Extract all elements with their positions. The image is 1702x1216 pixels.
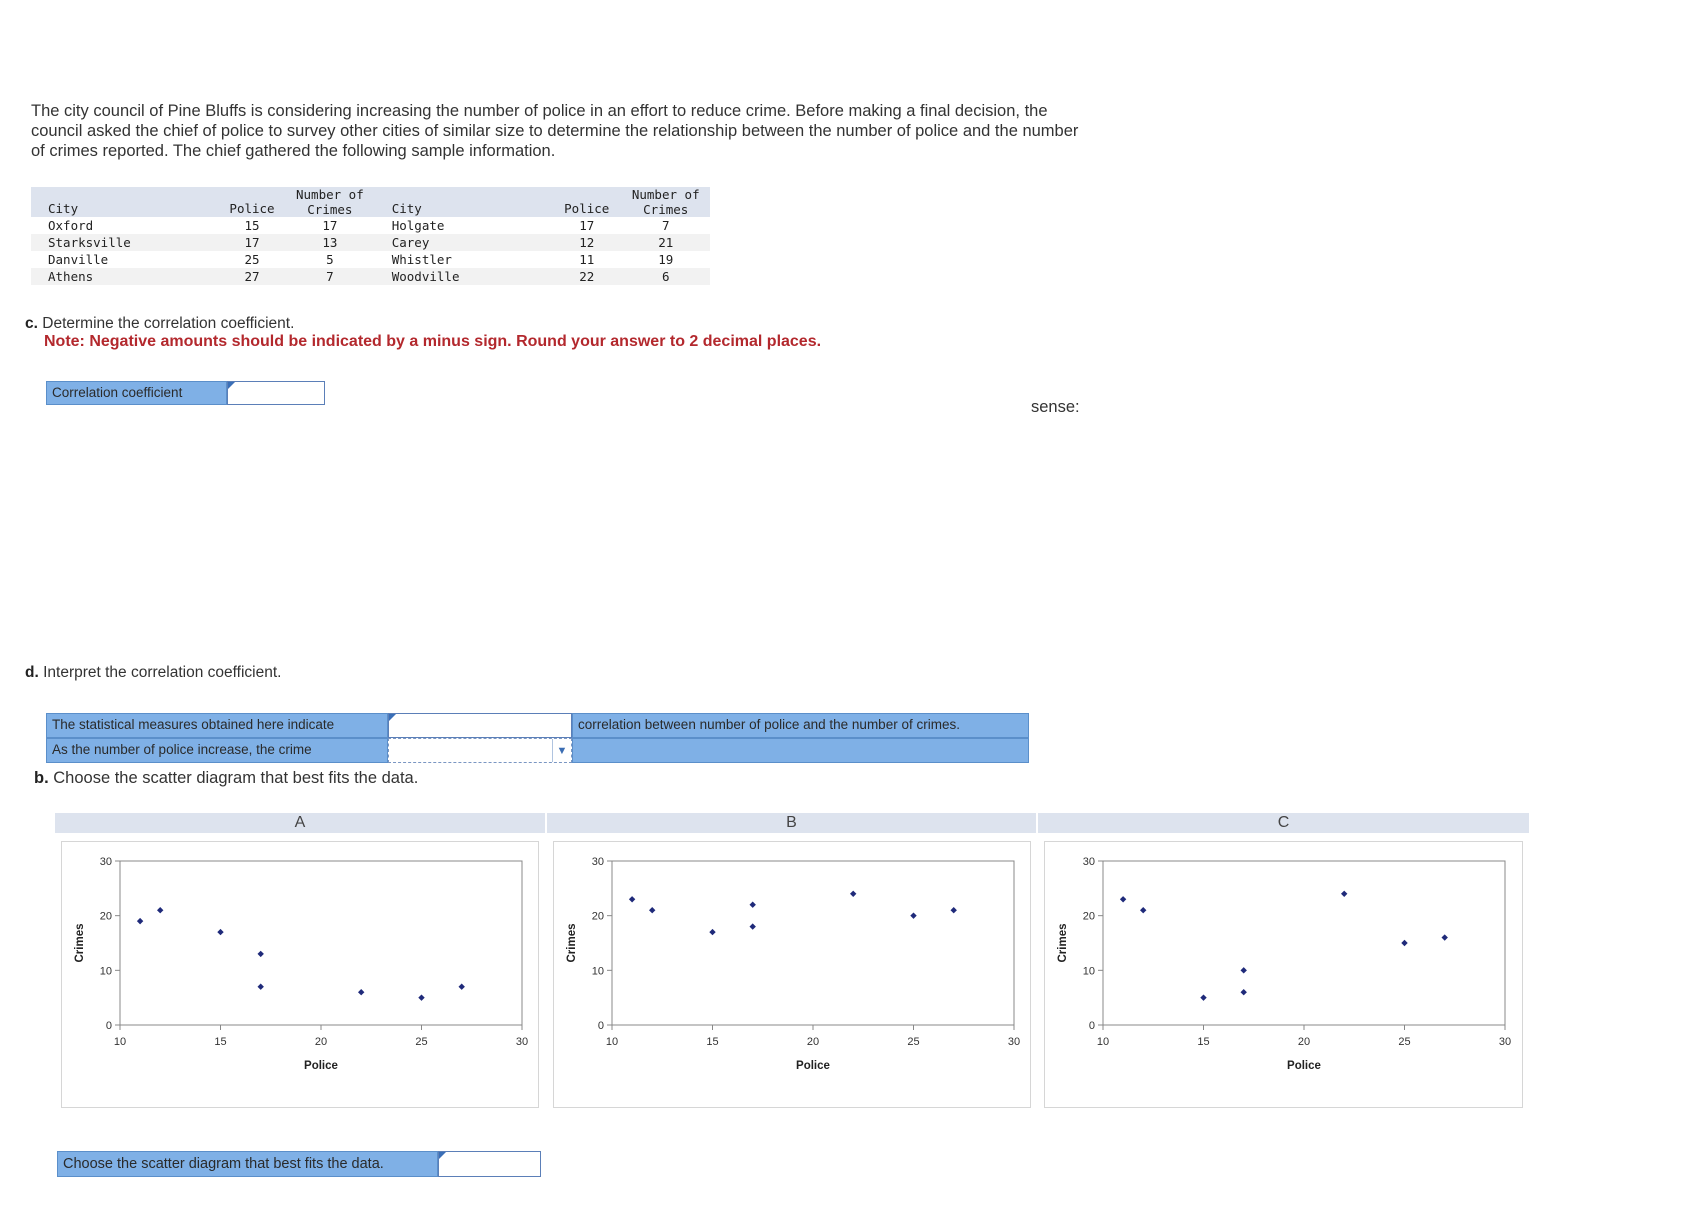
choose-diagram-input[interactable] xyxy=(438,1151,541,1177)
x-tick-label: 15 xyxy=(214,1036,227,1048)
plot-area xyxy=(1103,861,1505,1025)
part-d-question xyxy=(25,664,281,682)
plot-area xyxy=(612,861,1014,1025)
input-marker-icon xyxy=(228,382,235,389)
scatter-svg-b xyxy=(554,842,1032,1109)
cell-police: 27 xyxy=(208,268,296,285)
part-c-label: c. xyxy=(25,315,38,332)
cell-city: Starksville xyxy=(31,234,208,251)
y-tick-label: 10 xyxy=(99,965,112,978)
x-tick-label: 30 xyxy=(1498,1036,1512,1048)
x-axis-label: Police xyxy=(304,1060,338,1072)
correlation-label: Correlation coefficient xyxy=(46,381,227,405)
y-tick-label: 30 xyxy=(1082,856,1095,868)
cell-police: 12 xyxy=(552,234,622,251)
y-tick-label: 0 xyxy=(1088,1020,1095,1032)
cell-city: Whistler xyxy=(364,251,552,268)
cell-city: Oxford xyxy=(31,217,208,234)
cell-police: 22 xyxy=(552,268,622,285)
y-tick-label: 30 xyxy=(99,856,112,868)
cell-police: 25 xyxy=(208,251,296,268)
cell-city: Carey xyxy=(364,234,552,251)
interpret-row1-input[interactable] xyxy=(388,713,572,738)
header-city-2: City xyxy=(364,187,552,217)
x-axis-label: Police xyxy=(796,1060,830,1072)
header-crimes-2-line2: Crimes xyxy=(643,202,689,217)
part-d-label: d. xyxy=(25,664,39,681)
cell-city: Holgate xyxy=(364,217,552,234)
part-b-text: Choose the scatter diagram that best fits the data. xyxy=(53,769,419,787)
part-b-label: b. xyxy=(34,769,49,787)
input-marker-icon xyxy=(389,714,396,721)
problem-intro: The city council of Pine Bluffs is considering increasing the number of police in an effort to reduce crime. Before making a final decision, the council asked the chief of police to survey other cities of similar size to determine the relationship between the number of police and the number of crimes reported. The chief gathered the following sample information. xyxy=(31,102,1079,160)
y-axis-label: Crimes xyxy=(74,923,86,963)
x-tick-label: 20 xyxy=(1297,1036,1311,1048)
scatter-chart-a[interactable] xyxy=(61,841,539,1108)
panel-header-c: C xyxy=(1038,813,1529,833)
part-c-note: Note: Negative amounts should be indicated by a minus sign. Round your answer to 2 decimal places. xyxy=(44,333,822,350)
part-b-question xyxy=(34,769,418,788)
cell-police: 15 xyxy=(208,217,296,234)
scatter-svg-a xyxy=(62,842,540,1109)
x-tick-label: 15 xyxy=(706,1036,719,1048)
cell-crimes: 5 xyxy=(296,251,364,268)
x-tick-label: 20 xyxy=(314,1036,328,1048)
panel-header-a: A xyxy=(55,813,545,833)
x-tick-label: 10 xyxy=(113,1036,127,1048)
cell-crimes: 6 xyxy=(622,268,710,285)
x-axis-label: Police xyxy=(1287,1060,1321,1072)
y-tick-label: 20 xyxy=(1082,910,1095,923)
header-crimes-1-line1: Number of xyxy=(296,187,364,202)
x-tick-label: 25 xyxy=(907,1036,920,1048)
interpret-row2-dropdown[interactable] xyxy=(388,738,572,763)
x-tick-label: 15 xyxy=(1197,1036,1210,1048)
y-tick-label: 30 xyxy=(591,856,604,868)
table-row xyxy=(31,268,710,285)
x-tick-label: 10 xyxy=(1096,1036,1110,1048)
input-marker-icon xyxy=(439,1152,446,1159)
cell-police: 17 xyxy=(552,217,622,234)
y-axis-label: Crimes xyxy=(566,923,578,963)
interpret-row1-suffix: correlation between number of police and the number of crimes. xyxy=(572,713,1029,738)
interpret-row2-filler xyxy=(572,738,1029,763)
cell-crimes: 7 xyxy=(622,217,710,234)
choose-diagram-label: Choose the scatter diagram that best fits the data. xyxy=(57,1151,438,1177)
y-tick-label: 20 xyxy=(99,910,112,923)
header-police-2: Police xyxy=(552,187,622,217)
cell-city: Woodville xyxy=(364,268,552,285)
correlation-input[interactable] xyxy=(227,381,325,405)
y-tick-label: 10 xyxy=(1082,965,1095,978)
x-tick-label: 10 xyxy=(605,1036,619,1048)
cell-city: Athens xyxy=(31,268,208,285)
part-c-text: Determine the correlation coefficient. xyxy=(42,315,295,332)
cell-police: 17 xyxy=(208,234,296,251)
part-d-text: Interpret the correlation coefficient. xyxy=(43,664,282,681)
cell-crimes: 7 xyxy=(296,268,364,285)
cell-crimes: 19 xyxy=(622,251,710,268)
scatter-chart-c[interactable] xyxy=(1044,841,1523,1108)
part-c-question xyxy=(25,315,294,333)
cell-police: 11 xyxy=(552,251,622,268)
table-header-row xyxy=(31,187,710,217)
table-row xyxy=(31,251,710,268)
y-tick-label: 10 xyxy=(591,965,604,978)
data-table xyxy=(31,187,710,285)
scatter-chart-b[interactable] xyxy=(553,841,1031,1108)
plot-area xyxy=(120,861,522,1025)
table-row xyxy=(31,234,710,251)
x-tick-label: 25 xyxy=(1398,1036,1411,1048)
header-city-1: City xyxy=(31,187,208,217)
x-tick-label: 25 xyxy=(415,1036,428,1048)
cell-crimes: 21 xyxy=(622,234,710,251)
header-crimes-1 xyxy=(296,187,364,217)
interpret-row2-label: As the number of police increase, the crime xyxy=(46,738,388,763)
cell-crimes: 17 xyxy=(296,217,364,234)
y-tick-label: 0 xyxy=(597,1020,604,1032)
header-police-1: Police xyxy=(208,187,296,217)
y-tick-label: 20 xyxy=(591,910,604,923)
header-crimes-2 xyxy=(622,187,710,217)
x-tick-label: 30 xyxy=(1007,1036,1021,1048)
table-row xyxy=(31,217,710,234)
x-tick-label: 20 xyxy=(806,1036,820,1048)
cell-city: Danville xyxy=(31,251,208,268)
sense-text: sense: xyxy=(1031,398,1080,416)
x-tick-label: 30 xyxy=(515,1036,529,1048)
y-tick-label: 0 xyxy=(105,1020,112,1032)
panel-header-b: B xyxy=(547,813,1036,833)
header-crimes-1-line2: Crimes xyxy=(307,202,353,217)
scatter-svg-c xyxy=(1045,842,1524,1109)
header-crimes-2-line1: Number of xyxy=(631,187,700,202)
cell-crimes: 13 xyxy=(296,234,364,251)
interpret-row1-label: The statistical measures obtained here indicate xyxy=(46,713,388,738)
y-axis-label: Crimes xyxy=(1057,923,1069,963)
chevron-down-icon[interactable]: ▼ xyxy=(552,739,571,762)
